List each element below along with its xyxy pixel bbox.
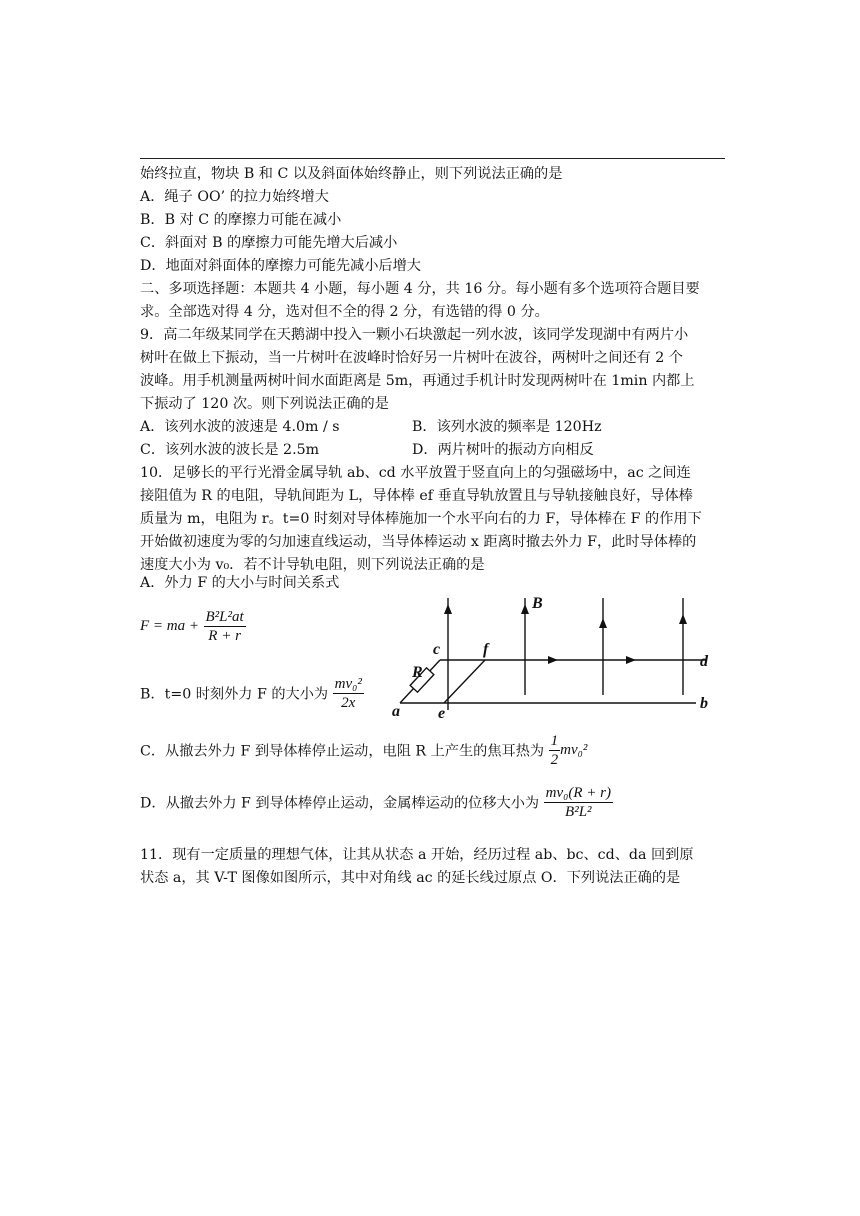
q9-option-d: D．两片树叶的振动方向相反 (412, 442, 594, 458)
arrow-up-icon (521, 604, 529, 614)
q10-option-a: A．外力 F 的大小与时间关系式 (140, 575, 340, 591)
section2-instructions: 求。全部选对得 4 分，选对但不全的得 2 分，有选错的得 0 分。 (140, 304, 549, 320)
arrow-up-icon (679, 614, 687, 624)
label-f: f (483, 641, 489, 658)
q10-option-b: B．t=0 时刻外力 F 的大小为 $\frac{\text{mv₀²}}{2x}$ (140, 676, 362, 711)
q10-option-c: C．从撤去外力 F 到导体棒停止运动，电阻 R 上产生的焦耳热为 $\frac{1}{2}$ mv₀² (140, 733, 588, 768)
label-d: d (700, 653, 708, 670)
label-b: b (700, 695, 708, 712)
q10-line-4: 开始做初速度为零的匀加速直线运动，当导体棒运动 x 距离时撤去外力 F，此时导体棒的 (140, 534, 697, 550)
rod-ef (444, 660, 485, 703)
formula-a-fraction: $\frac{\text{B²L²at}}{R + r}$ (205, 609, 244, 644)
header-rule (140, 158, 725, 159)
option-d-fraction: $\frac{\text{mv₀(R + r)}}{\text{B²L²}}$ (545, 785, 611, 820)
q9-line-1: 9．高二年级某同学在天鹅湖中投入一颗小石块激起一列水波，该同学发现湖中有两片小 (140, 327, 689, 343)
q8-option-a: A．绳子 OO’ 的拉力始终增大 (140, 189, 329, 205)
q10-line-3: 质量为 m，电阻为 r。t=0 时刻对导体棒施加一个水平向右的力 F，导体棒在 F 的作用下 (140, 511, 702, 527)
arrow-up-icon (599, 618, 607, 628)
q10-option-d: D．从撤去外力 F 到导体棒停止运动，金属棒运动的位移大小为 $\frac{\text{mv₀(R + r)}}{\text{B²L²}}$ (140, 785, 611, 820)
q9-option-c: C．该列水波的波长是 2.5m (140, 442, 320, 458)
q9-option-b: B．该列水波的频率是 120Hz (412, 419, 602, 435)
q10-line-2: 接阻值为 R 的电阻，导轨间距为 L，导体棒 ef 垂直导轨放置且与导轨接触良好，导体棒 (140, 488, 693, 504)
option-c-fraction: $\frac{1}{2}$ (550, 733, 559, 768)
q8-option-b: B．B 对 C 的摩擦力可能在减小 (140, 212, 342, 228)
label-e: e (438, 705, 446, 720)
q11-line-2: 状态 a，其 V-T 图像如图所示，其中对角线 ac 的延长线过原点 O．下列说法正确的是 (140, 870, 681, 886)
q8-option-c: C．斜面对 B 的摩擦力可能先增大后减小 (140, 235, 398, 251)
label-R: R (412, 664, 423, 681)
rail-magnetic-field-figure (388, 590, 723, 720)
q10-formula-a: F = ma + $\frac{\text{B²L²at}}{R + r}$ (140, 609, 244, 644)
q8-tail-line: 始终拉直，物块 B 和 C 以及斜面体始终静止，则下列说法正确的是 (140, 166, 563, 182)
q11-line-1: 11．现有一定质量的理想气体，让其从状态 a 开始，经历过程 ab、bc、cd、da 回到原 (140, 847, 694, 863)
label-c: c (433, 641, 441, 658)
label-a: a (392, 703, 400, 720)
section2-heading: 二、多项选择题：本题共 4 小题，每小题 4 分，共 16 分。每小题有多个选项符合题目要 (140, 281, 700, 297)
q9-line-4: 下振动了 120 次。则下列说法正确的是 (140, 396, 389, 412)
arrow-right-icon (548, 656, 558, 664)
arrow-right-icon (626, 656, 636, 664)
arrow-up-icon (444, 604, 452, 614)
q8-option-d: D．地面对斜面体的摩擦力可能先减小后增大 (140, 258, 421, 274)
option-b-fraction: $\frac{\text{mv₀²}}{2x}$ (334, 676, 362, 711)
q9-line-3: 波峰。用手机测量两树叶间水面距离是 5m，再通过手机计时发现两树叶在 1min 内都上 (140, 373, 695, 389)
q9-line-2: 树叶在做上下振动，当一片树叶在波峰时恰好另一片树叶在波谷，两树叶之间还有 2 个 (140, 350, 683, 366)
q10-line-1: 10．足够长的平行光滑金属导轨 ab、cd 水平放置于竖直向上的匀强磁场中，ac 之间连 (140, 465, 691, 481)
q9-option-a: A．该列水波的波速是 4.0m / s (140, 419, 340, 435)
q10-line-5: 速度大小为 v₀．若不计导轨电阻，则下列说法正确的是 (140, 557, 485, 573)
label-B: B (532, 595, 543, 612)
